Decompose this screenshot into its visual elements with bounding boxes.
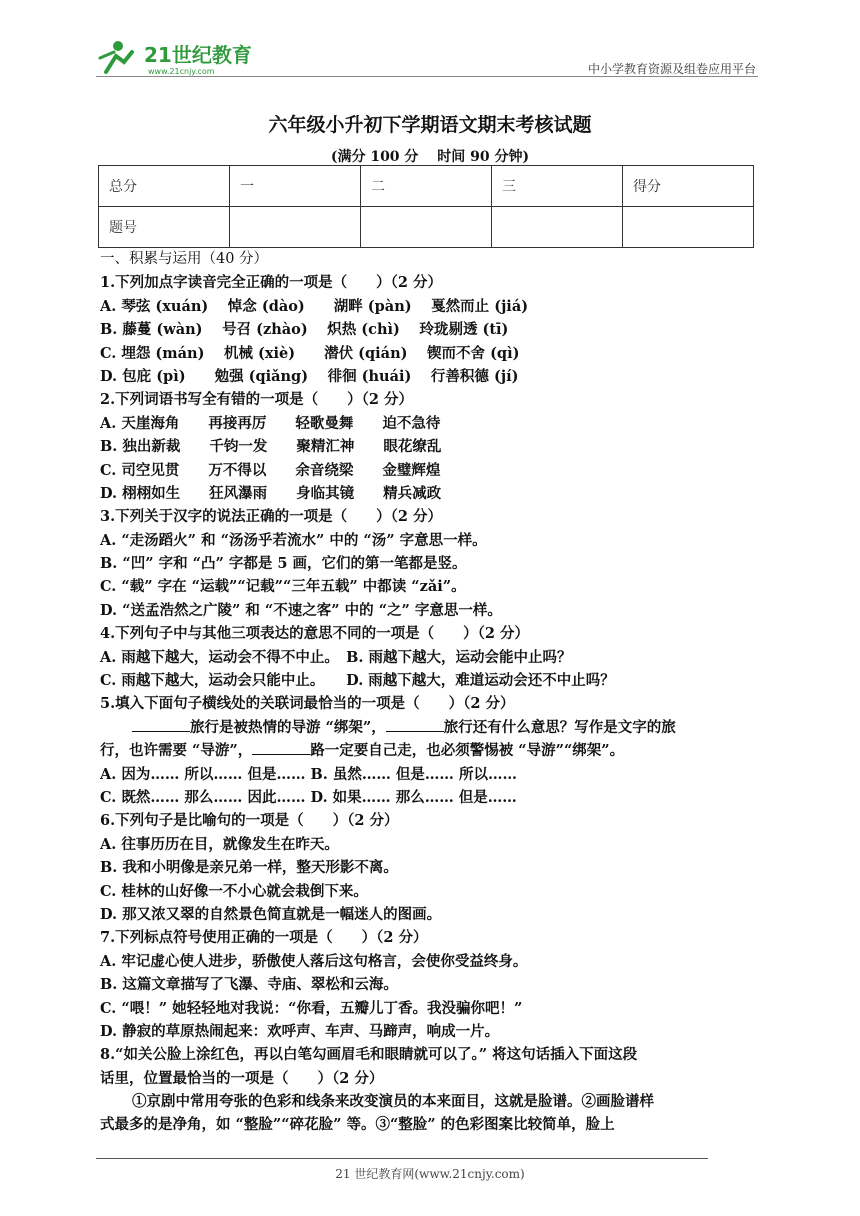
question-stem: 7.下列标点符号使用正确的一项是（ ）（2 分） <box>100 929 428 947</box>
question-option: C. “喂！” 她轻轻地对我说：“你看，五瓣儿丁香。我没骗你吧！” <box>100 999 523 1017</box>
question-option: A. 牢记虚心使人进步，骄傲使人落后这句格言，会使你受益终身。 <box>100 952 528 970</box>
question-stem: 4.下列句子中与其他三项表达的意思不同的一项是（ ）（2 分） <box>100 625 530 643</box>
table-cell: 得分 <box>623 166 754 207</box>
question-stem: 1.下列加点字读音完全正确的一项是（ ）（2 分） <box>100 274 443 292</box>
score-table <box>98 165 754 248</box>
question-passage <box>100 716 766 739</box>
question-option: C. 既然…… 那么…… 因此…… D. 如果…… 那么…… 但是…… <box>100 788 517 806</box>
table-cell <box>623 207 754 248</box>
question-option: A. 雨越下越大，运动会不得不中止。 B. 雨越下越大，运动会能中止吗？ <box>100 648 572 666</box>
question-option: D. 那又浓又翠的自然景色简直就是一幅迷人的图画。 <box>100 905 442 923</box>
passage-text: 路一定要自己走，也必须警惕被 “导游”“绑架”。 <box>310 742 625 760</box>
passage-text: 旅行是被热情的导游 “绑架”， <box>190 718 386 736</box>
question-passage <box>100 739 766 762</box>
site-tagline: 中小学教育资源及组卷应用平台 <box>587 62 756 76</box>
question-option: C. 司空见贯 万不得以 余音绕梁 金璧辉煌 <box>100 461 441 479</box>
question-stem: 话里，位置最恰当的一项是（ ）（2 分） <box>100 1069 384 1087</box>
question-option: A. 往事历历在目，就像发生在昨天。 <box>100 835 339 853</box>
footer-divider <box>96 1158 708 1159</box>
site-logo <box>96 32 266 78</box>
question-option: A. 因为…… 所以…… 但是…… B. 虽然…… 但是…… 所以…… <box>100 765 517 783</box>
question-option: B. “凹” 字和 “凸” 字都是 5 画，它们的第一笔都是竖。 <box>100 555 467 573</box>
question-option: B. 独出新裁 千钧一发 聚精汇神 眼花缭乱 <box>100 438 442 456</box>
answer-blank[interactable] <box>132 717 190 732</box>
header-divider <box>96 76 758 77</box>
question-option: C. 埋怨 (mán) 机械 (xiè) 潜伏 (qián) 锲而不舍 (qì) <box>100 344 520 362</box>
table-row <box>99 166 754 207</box>
table-cell <box>492 207 623 248</box>
question-option: A. 琴弦 (xuán) 悼念 (dào) 湖畔 (pàn) 戛然而止 (jiá) <box>100 297 529 315</box>
question-stem: 5.填入下面句子横线处的关联词最恰当的一项是（ ）（2 分） <box>100 695 515 713</box>
table-cell <box>230 207 361 248</box>
question-passage: ①京剧中常用夸张的色彩和线条来改变演员的本来面目，这就是脸谱。②画脸谱样 <box>132 1093 654 1111</box>
exam-title: 六年级小升初下学期语文期末考核试题 <box>268 114 592 136</box>
svg-text:21世纪教育: 21世纪教育 <box>144 43 252 67</box>
question-option: C. “载” 字在 “运载”“记载”“三年五载” 中都读 “zǎi”。 <box>100 578 466 596</box>
question-option: D. 静寂的草原热闹起来：欢呼声、车声、马蹄声，响成一片。 <box>100 1022 500 1040</box>
question-option: C. 雨越下越大，运动会只能中止。 D. 雨越下越大，难道运动会还不中止吗？ <box>100 672 615 690</box>
question-stem: 3.下列关于汉字的说法正确的一项是（ ）（2 分） <box>100 508 443 526</box>
question-option: D. 包庇 (pì) 勉强 (qiǎng) 徘徊 (huái) 行善积德 (jí) <box>100 367 519 385</box>
question-stem: 2.下列词语书写全有错的一项是（ ）（2 分） <box>100 391 414 409</box>
svg-text:www.21cnjy.com: www.21cnjy.com <box>148 67 215 76</box>
question-stem: 8.“如关公脸上涂红色，再以白笔勾画眉毛和眼睛就可以了。” 将这句话插入下面这段 <box>100 1046 638 1064</box>
table-cell <box>361 207 492 248</box>
section-heading: 一、积累与运用（40 分） <box>100 251 269 267</box>
table-cell: 二 <box>361 166 492 207</box>
answer-blank[interactable] <box>252 740 310 755</box>
page-header <box>96 32 756 80</box>
question-option: A. “走汤蹈火” 和 “汤汤乎若流水” 中的 “汤” 字意思一样。 <box>100 531 487 549</box>
question-passage: 式最多的是净角，如 “整脸”“碎花脸” 等。③“整脸” 的色彩图案比较简单，脸上 <box>100 1116 615 1134</box>
table-cell: 三 <box>492 166 623 207</box>
question-option: B. 我和小明像是亲兄弟一样，整天形影不离。 <box>100 859 398 877</box>
table-cell: 总分 <box>99 166 230 207</box>
exam-body <box>100 248 766 1137</box>
passage-text: 行，也许需要 “导游”， <box>100 742 253 760</box>
question-stem: 6.下列句子是比喻句的一项是（ ）（2 分） <box>100 812 399 830</box>
question-option: B. 藤蔓 (wàn) 号召 (zhào) 炽热 (chì) 玲珑剔透 (tī) <box>100 321 509 339</box>
table-cell: 题号 <box>99 207 230 248</box>
passage-text: 旅行还有什么意思？写作是文字的旅 <box>443 718 676 736</box>
table-row <box>99 207 754 248</box>
exam-subtitle: (满分 100 分 时间 90 分钟) <box>330 149 530 165</box>
answer-blank[interactable] <box>386 717 444 732</box>
question-option: D. “送孟浩然之广陵” 和 “不速之客” 中的 “之” 字意思一样。 <box>100 601 502 619</box>
question-option: D. 栩栩如生 狂风瀑雨 身临其镜 精兵减政 <box>100 484 442 502</box>
question-option: A. 天崖海角 再接再厉 轻歌曼舞 迫不急待 <box>100 414 441 432</box>
question-option: B. 这篇文章描写了飞瀑、寺庙、翠松和云海。 <box>100 976 398 994</box>
page-footer: 21 世纪教育网(www.21cnjy.com) <box>335 1167 525 1181</box>
table-cell: 一 <box>230 166 361 207</box>
question-option: C. 桂林的山好像一不小心就会栽倒下来。 <box>100 882 368 900</box>
